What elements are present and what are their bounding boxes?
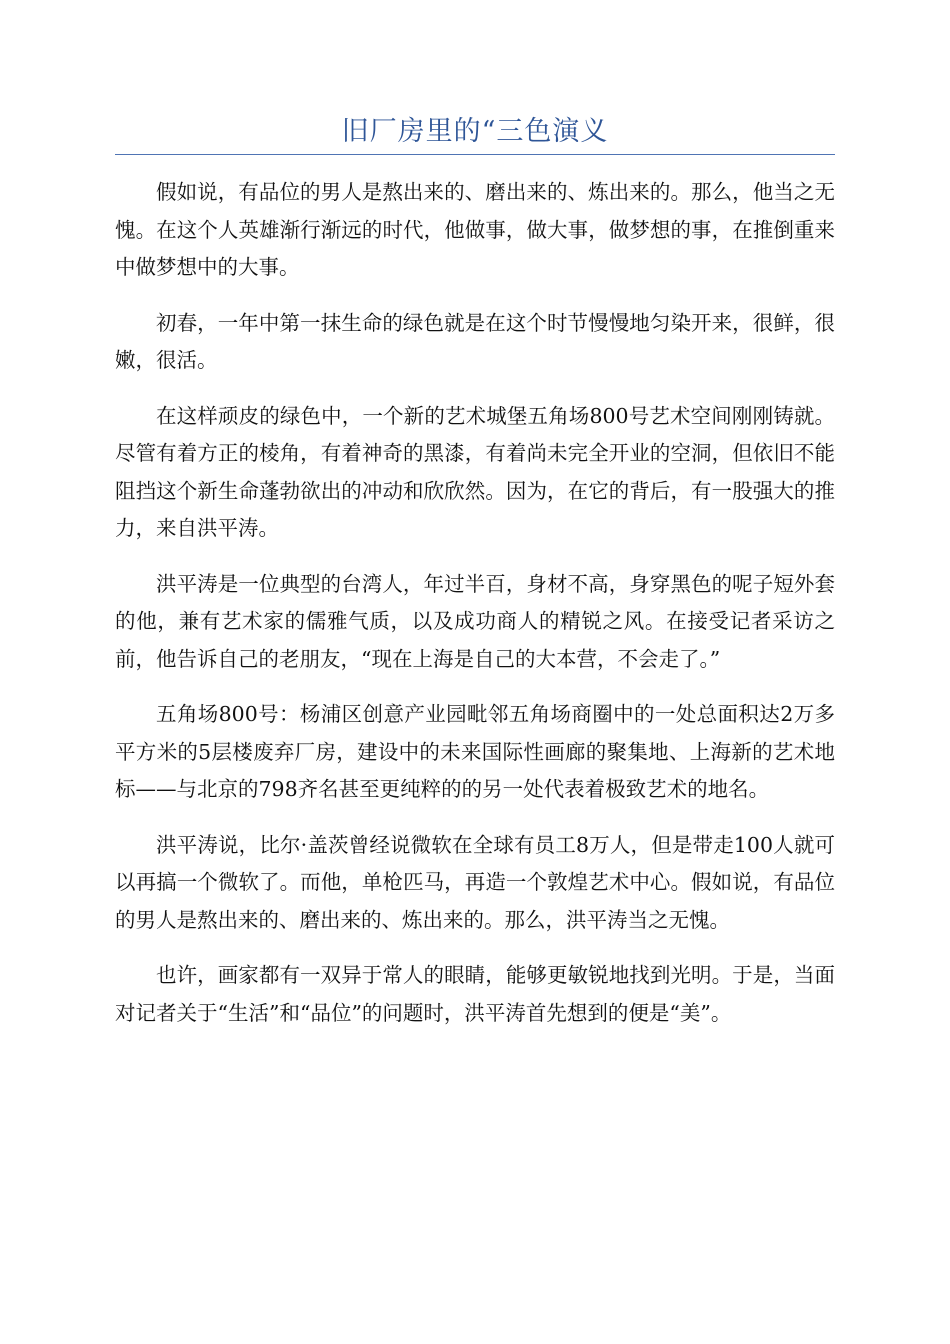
paragraph-2: 初春，一年中第一抹生命的绿色就是在这个时节慢慢地匀染开来，很鲜，很嫩，很活。	[115, 310, 835, 372]
paragraph-6: 洪平涛说，比尔·盖茨曾经说微软在全球有员工8万人，但是带走100人就可以再搞一个微软了。而他，单枪匹马，再造一个敦煌艺术中心。假如说，有品位的男人是熬出来的、磨出来的、炼出来的。那么，洪平涛当之无愧。	[115, 832, 835, 932]
document-body	[115, 174, 835, 1050]
paragraph-7: 也许，画家都有一双异于常人的眼睛，能够更敏锐地找到光明。于是，当面对记者关于“生活”和“品位”的问题时，洪平涛首先想到的便是“美”。	[115, 963, 835, 1025]
paragraph-3: 在这样顽皮的绿色中，一个新的艺术城堡五角场800号艺术空间刚刚铸就。尽管有着方正的棱角，有着神奇的黑漆，有着尚未完全开业的空洞，但依旧不能阻挡这个新生命蓬勃欲出的冲动和欣欣然。因为，在它的背后，有一股强大的推力，来自洪平涛。	[115, 403, 835, 540]
paragraph-4: 洪平涛是一位典型的台湾人，年过半百，身材不高，身穿黑色的呢子短外套的他，兼有艺术家的儒雅气质，以及成功商人的精锐之风。在接受记者采访之前，他告诉自己的老朋友，“现在上海是自己的大本营，不会走了。”	[115, 571, 835, 671]
paragraph-1: 假如说，有品位的男人是熬出来的、磨出来的、炼出来的。那么，他当之无愧。在这个人英雄渐行渐远的时代，他做事，做大事，做梦想的事，在推倒重来中做梦想中的大事。	[115, 180, 835, 279]
document-title: 旧厂房里的“三色演义	[341, 116, 609, 147]
title-underline	[115, 154, 835, 155]
paragraph-5: 五角场800号：杨浦区创意产业园毗邻五角场商圈中的一处总面积达2万多平方米的5层楼废弃厂房，建设中的未来国际性画廊的聚集地、上海新的艺术地标——与北京的798齐名甚至更纯粹的的另一处代表着极致艺术的地名。	[115, 702, 835, 801]
